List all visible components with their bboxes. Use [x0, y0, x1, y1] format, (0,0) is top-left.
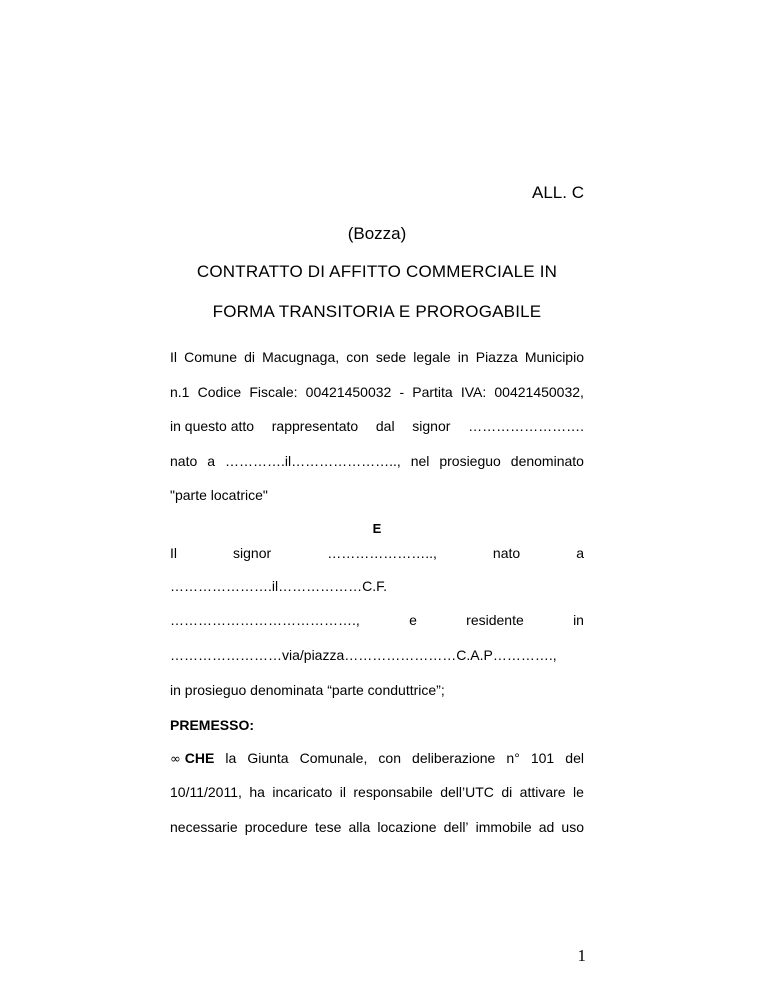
- paragraph-line: 10/11/2011, ha incaricato il responsabile dell’UTC di attivare le: [170, 784, 584, 800]
- paragraph-line: "parte locatrice": [170, 487, 268, 503]
- paragraph-line: Il Comune di Macugnaga, con sede legale in Piazza Municipio: [170, 349, 584, 365]
- paragraph-line: n.1 Codice Fiscale: 00421450032 - Partita IVA: 00421450032,: [170, 384, 584, 400]
- bullet-icon: ∞: [170, 752, 181, 767]
- title-line-1: CONTRATTO DI AFFITTO COMMERCIALE IN: [196, 262, 558, 281]
- paragraph-line: in questo atto rappresentato dal signor …………………….: [170, 418, 584, 434]
- paragraph-line: ……………………via/piazza……………………C.A.P………….,: [170, 647, 557, 663]
- conjunction-label: E: [372, 521, 382, 536]
- paragraph-line: …………………………………., e residente in: [170, 612, 584, 628]
- attachment-reference: ALL. C: [532, 183, 584, 202]
- paragraph-line: ………………….il………………C.F.: [170, 578, 387, 594]
- paragraph-line: Il signor ………………….., nato a: [170, 545, 584, 561]
- page-number: 1: [577, 946, 586, 965]
- paragraph-line: ∞ CHE la Giunta Comunale, con deliberazione n° 101 del: [170, 750, 584, 767]
- draft-label: (Bozza): [347, 224, 407, 243]
- paragraph-line: necessarie procedure tese alla locazione dell’ immobile ad uso: [170, 819, 584, 835]
- paragraph-line: nato a ………….il………………….., nel prosieguo denominato: [170, 453, 584, 469]
- paragraph-line: in prosieguo denominata “parte conduttrice”;: [170, 682, 445, 698]
- title-line-2: FORMA TRANSITORIA E PROROGABILE: [212, 302, 542, 321]
- section-heading: PREMESSO:: [170, 717, 255, 733]
